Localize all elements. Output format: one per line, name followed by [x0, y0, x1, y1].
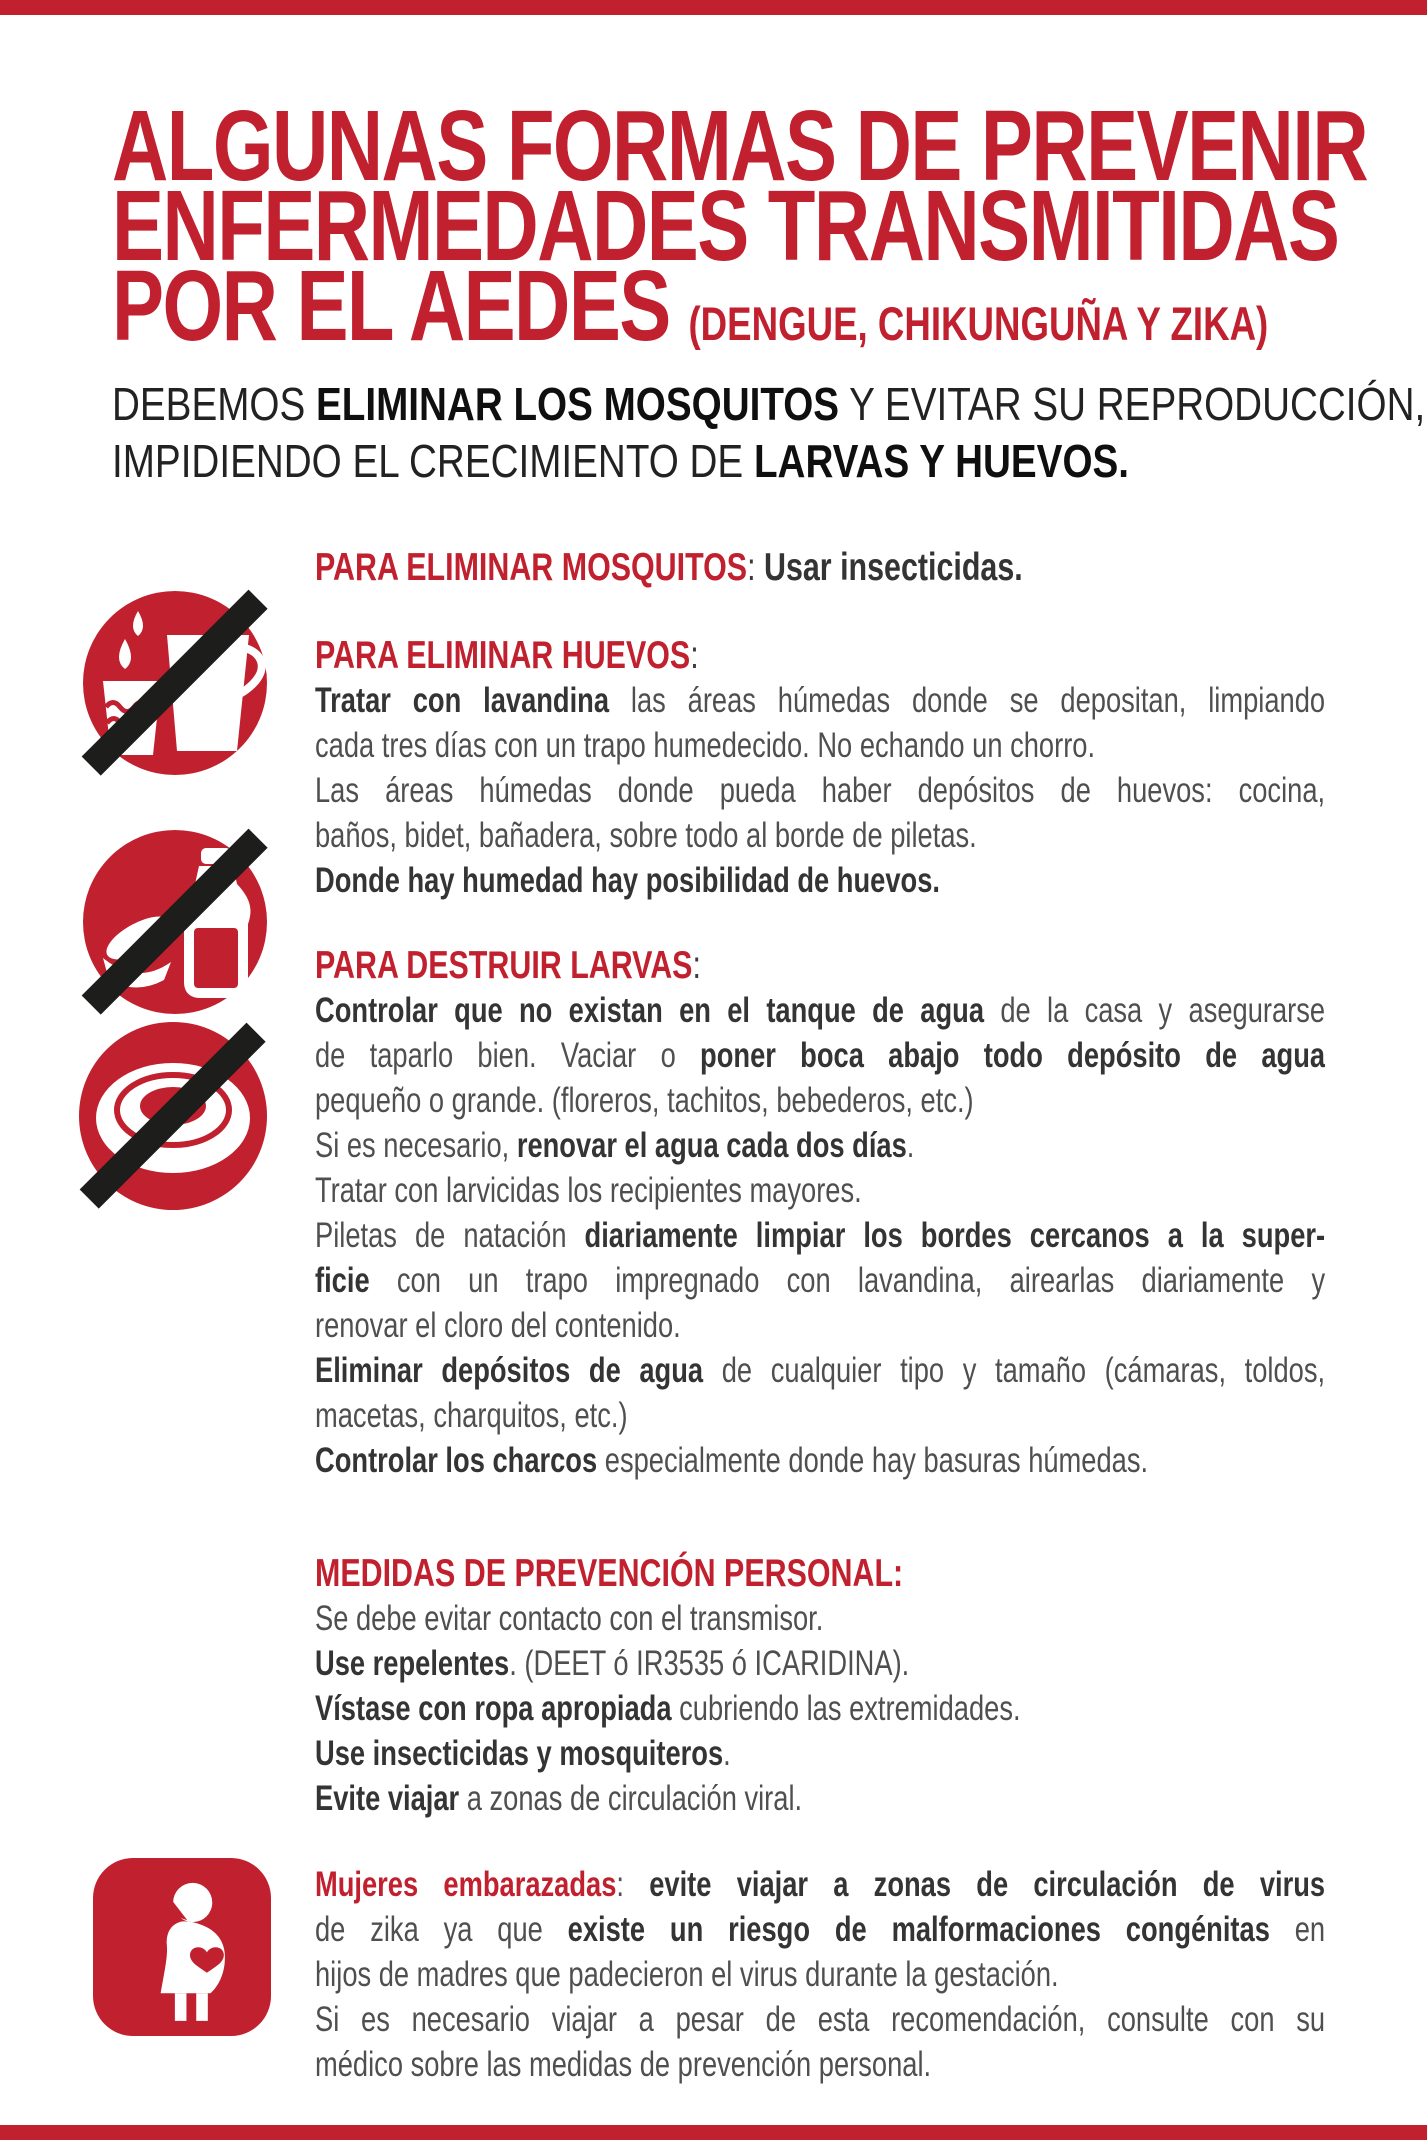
- text-segment: PARA DESTRUIR LARVAS: [315, 944, 693, 987]
- text-segment: Use insecticidas y mosquiteros: [315, 1734, 724, 1773]
- text-line: [315, 768, 1325, 813]
- text-line: [315, 858, 1325, 903]
- text-segment: renovar el cloro del contenido.: [315, 1306, 681, 1345]
- section-heading: [315, 1551, 1325, 1596]
- text-segment: Se debe evitar contacto con el transmisor.: [315, 1599, 824, 1638]
- text-line: [315, 1641, 1325, 1686]
- text-line: [315, 1168, 1325, 1213]
- text-segment: pequeño o grande. (floreros, tachitos, bebederos, etc.): [315, 1081, 974, 1120]
- section-mosquitos: [315, 545, 1325, 590]
- text-line: [315, 1731, 1325, 1776]
- text-segment: hijos de madres que padecieron el virus durante la gestación.: [315, 1955, 1059, 1994]
- text-segment: :: [616, 1865, 650, 1904]
- title-line-1: ALGUNAS FORMAS DE PREVENIR: [112, 90, 1368, 202]
- text-segment: :: [690, 634, 699, 677]
- section-heading: [315, 943, 1325, 988]
- section-embarazadas: [315, 1862, 1325, 2087]
- text-line: [315, 1033, 1325, 1078]
- text-segment: cada tres días con un trapo humedecido. No echando un chorro.: [315, 726, 1096, 765]
- text-line: [315, 1952, 1325, 1997]
- text-segment: en: [1269, 1910, 1326, 1949]
- text-segment: poner boca abajo todo depósito de agua: [700, 1036, 1326, 1075]
- text-line: [315, 1686, 1325, 1731]
- bottom-border-bar: [0, 2125, 1427, 2140]
- text-line: [315, 2042, 1325, 2087]
- text-segment: :: [747, 546, 764, 589]
- text-column: [315, 540, 1325, 2087]
- text-line: [315, 1303, 1325, 1348]
- text-segment: LARVAS Y HUEVOS.: [753, 435, 1130, 487]
- text-segment: .: [723, 1734, 731, 1773]
- text-segment: cubriendo las extremidades.: [671, 1689, 1021, 1728]
- text-segment: Las áreas húmedas donde pueda haber depósitos de huevos: cocina,: [315, 771, 1326, 810]
- text-segment: Vístase con ropa apropiada: [315, 1689, 672, 1728]
- text-segment: Si es necesario viajar a pesar de esta recomendación, consulte con su: [315, 2000, 1326, 2039]
- text-segment: DEBEMOS: [112, 378, 316, 430]
- title-line-2: ENFERMEDADES TRANSMITIDAS: [112, 170, 1339, 282]
- text-segment: Evite viajar: [315, 1779, 460, 1818]
- text-segment: macetas, charquitos, etc.): [315, 1396, 628, 1435]
- text-segment: especialmente donde hay basuras húmedas.: [597, 1441, 1149, 1480]
- top-border-bar: [0, 0, 1427, 15]
- text-segment: baños, bidet, bañadera, sobre todo al borde de piletas.: [315, 816, 977, 855]
- text-line: [315, 1393, 1325, 1438]
- text-segment: las áreas húmedas donde se depositan, limpiando: [609, 681, 1326, 720]
- pregnant-woman-icon: [93, 1856, 271, 2038]
- text-segment: diariamente limpiar los bordes cercanos a la super-: [584, 1216, 1326, 1255]
- text-line: [315, 988, 1325, 1033]
- text-segment: Piletas de natación: [315, 1216, 585, 1255]
- text-segment: Eliminar depósitos de agua: [315, 1351, 704, 1390]
- text-segment: .: [906, 1126, 915, 1165]
- no-bottles-icon: [75, 822, 275, 1022]
- text-line: [315, 1776, 1325, 1821]
- text-segment: Tratar con larvicidas los recipientes mayores.: [315, 1171, 862, 1210]
- text-line: [315, 1438, 1325, 1483]
- text-segment: renovar el agua cada dos días: [516, 1126, 907, 1165]
- text-segment: Controlar que no existan en el tanque de agua: [315, 991, 985, 1030]
- text-line: [315, 678, 1325, 723]
- text-line: [315, 1078, 1325, 1123]
- text-segment: IMPIDIENDO EL CRECIMIENTO DE: [112, 435, 754, 487]
- intro-paragraph: [112, 376, 1426, 490]
- text-segment: ELIMINAR LOS MOSQUITOS: [315, 378, 840, 430]
- intro-line: [112, 433, 1309, 490]
- section-heading: [315, 633, 1325, 678]
- text-segment: con un trapo impregnado con lavandina, airearlas diariamente y: [369, 1261, 1326, 1300]
- text-segment: de cualquier tipo y tamaño (cámaras, toldos,: [703, 1351, 1326, 1390]
- text-segment: Usar insecticidas.: [763, 546, 1023, 589]
- text-line: [315, 1123, 1325, 1168]
- text-line: [315, 723, 1325, 768]
- text-segment: PARA ELIMINAR MOSQUITOS: [315, 546, 748, 589]
- text-line: [315, 1997, 1325, 2042]
- text-segment: de la casa y asegurarse: [984, 991, 1326, 1030]
- text-segment: . (DEET ó IR3535 ó ICARIDINA).: [509, 1644, 910, 1683]
- text-segment: a zonas de circulación viral.: [459, 1779, 803, 1818]
- section-larvas: [315, 943, 1325, 1483]
- text-segment: Donde hay humedad hay posibilidad de huevos.: [315, 861, 940, 900]
- no-tire-icon: [73, 1016, 273, 1216]
- title-line-3: POR EL AEDES (DENGUE, CHIKUNGUÑA Y ZIKA): [112, 250, 1269, 362]
- text-segment: ficie: [315, 1261, 370, 1300]
- text-line: [315, 1596, 1325, 1641]
- section-huevos: [315, 633, 1325, 903]
- text-segment: existe un riesgo de malformaciones congénitas: [567, 1910, 1270, 1949]
- text-line: [315, 1907, 1325, 1952]
- text-segment: Si es necesario,: [315, 1126, 517, 1165]
- title-subtitle: (DENGUE, CHIKUNGUÑA Y ZIKA): [688, 297, 1269, 350]
- text-segment: MEDIDAS DE PREVENCIÓN PERSONAL:: [315, 1552, 904, 1595]
- text-line: [315, 1213, 1325, 1258]
- text-segment: de taparlo bien. Vaciar o: [315, 1036, 701, 1075]
- text-segment: :: [692, 944, 701, 987]
- page-title: [112, 90, 1368, 364]
- text-segment: médico sobre las medidas de prevención personal.: [315, 2045, 932, 2084]
- section-personal: [315, 1551, 1325, 1821]
- text-segment: Controlar los charcos: [315, 1441, 598, 1480]
- text-line: [315, 1862, 1325, 1907]
- text-segment: Mujeres embarazadas: [315, 1865, 617, 1904]
- intro-line: [112, 376, 1426, 433]
- text-line: [315, 1348, 1325, 1393]
- no-bucket-water-icon: [75, 583, 275, 783]
- text-segment: de zika ya que: [315, 1910, 568, 1949]
- section-heading: [315, 545, 1325, 590]
- text-segment: Tratar con lavandina: [315, 681, 610, 720]
- text-segment: Y EVITAR SU REPRODUCCIÓN,: [839, 378, 1426, 430]
- text-line: [315, 813, 1325, 858]
- text-segment: PARA ELIMINAR HUEVOS: [315, 634, 691, 677]
- text-segment: Use repelentes: [315, 1644, 510, 1683]
- text-segment: evite viajar a zonas de circulación de virus: [649, 1865, 1326, 1904]
- text-line: [315, 1258, 1325, 1303]
